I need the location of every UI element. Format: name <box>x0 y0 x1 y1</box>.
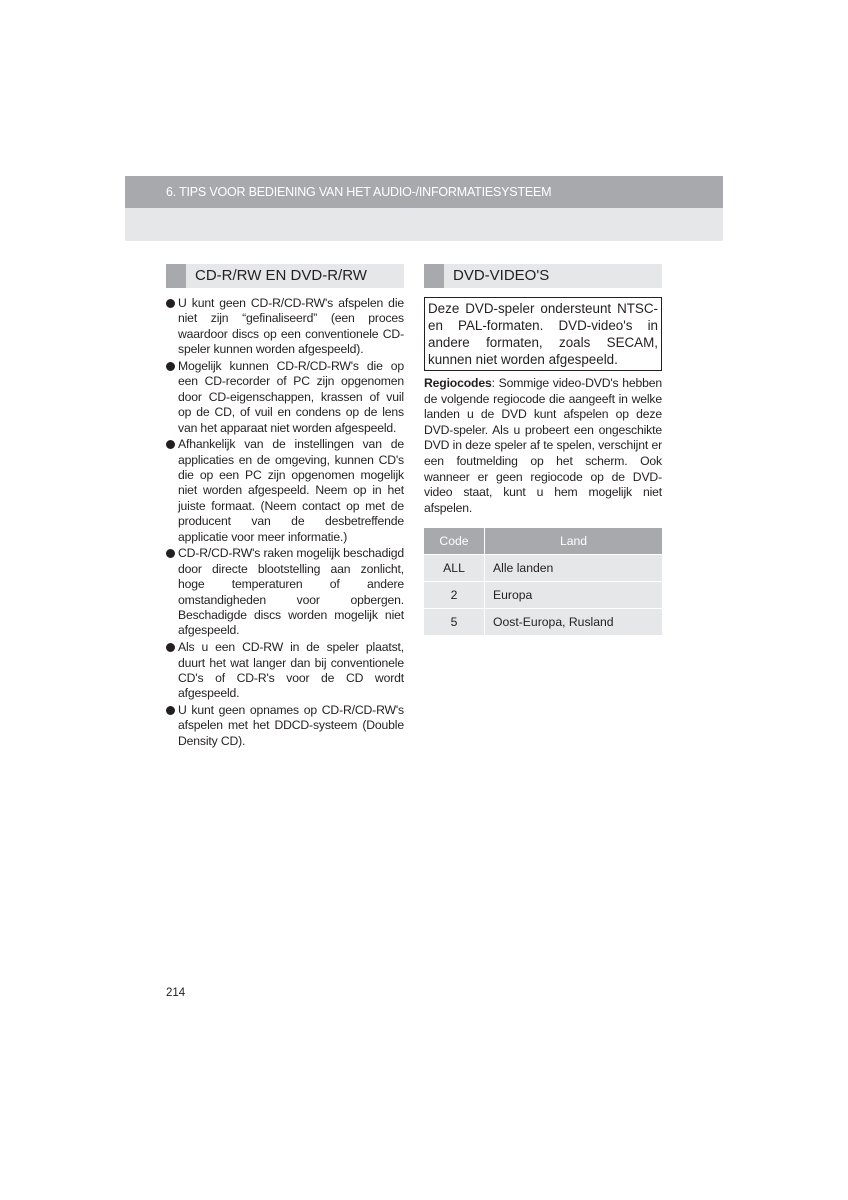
land-cell: Europa <box>485 582 663 609</box>
code-cell: ALL <box>424 555 485 582</box>
chapter-title: 6. TIPS VOOR BEDIENING VAN HET AUDIO-/INFORMATIESYSTEEM <box>166 185 552 199</box>
bullet-item: U kunt geen CD-R/CD-RW's afspelen die niet zijn “gefinaliseerd” (een proces waardoor discs op een conventionele CD-speler kunnen worden afgespeeld). <box>166 296 404 358</box>
table-header-row <box>424 528 662 555</box>
bullet-list <box>166 296 404 751</box>
land-cell: Oost-Europa, Rusland <box>485 609 663 636</box>
bullet-icon <box>166 706 175 715</box>
region-label: Regiocodes <box>424 376 492 390</box>
bullet-icon <box>166 299 175 308</box>
region-code-table <box>424 528 662 635</box>
page-number: 214 <box>166 987 186 999</box>
bullet-icon <box>166 362 175 371</box>
table-row <box>424 609 662 636</box>
header-subband <box>125 208 723 241</box>
chapter-header <box>125 176 723 208</box>
region-paragraph <box>424 376 662 516</box>
section-heading-cdr <box>166 264 404 288</box>
section-title: CD-R/RW EN DVD-R/RW <box>195 267 367 284</box>
section-title: DVD-VIDEO'S <box>453 267 550 284</box>
section-heading-dvd <box>424 264 662 288</box>
column-header-land: Land <box>485 528 663 555</box>
bullet-item: Als u een CD-RW in de speler plaatst, duurt het wat langer dan bij conventionele CD's of CD-R's voor de CD wordt afgespeeld. <box>166 640 404 702</box>
notice-box: Deze DVD-speler ondersteunt NTSC- en PAL-formaten. DVD-video's in andere formaten, zoals SECAM, kunnen niet worden afgespeeld. <box>424 297 662 371</box>
bullet-item: Mogelijk kunnen CD-R/CD-RW's die op een CD-recorder of PC zijn opgenomen door CD-eigenschappen, krassen of vuil op de CD, of vuil en condens op de lens van het apparaat niet worden afgespeeld. <box>166 359 404 436</box>
bullet-icon <box>166 643 175 652</box>
code-cell: 2 <box>424 582 485 609</box>
region-text: : Sommige video-DVD's hebben de volgende regiocode die aangeeft in welke landen u de DVD kunt afspelen op deze DVD-speler. Als u probeert een ongeschikte DVD in deze speler af te spelen, verschijnt er een foutmelding op het scherm. Ook wanneer er geen regiocode op de DVD-video staat, kunt u hem mogelijk niet afspelen. <box>424 376 662 515</box>
table-row <box>424 582 662 609</box>
bullet-item: CD-R/CD-RW's raken mogelijk beschadigd door directe blootstelling aan zonlicht, hoge temperaturen of andere omstandigheden voor opbergen. Beschadigde discs worden mogelijk niet afgespeeld. <box>166 546 404 638</box>
section-marker <box>424 264 444 288</box>
column-header-code: Code <box>424 528 485 555</box>
bullet-item: Afhankelijk van de instellingen van de applicaties en de omgeving, kunnen CD's die op een PC zijn opgenomen mogelijk niet worden afgespeeld. Neem op in het juiste formaat. (Neem contact op met de producent van de desbetreffende applicatie voor meer informatie.) <box>166 437 404 545</box>
bullet-item: U kunt geen opnames op CD-R/CD-RW's afspelen met het DDCD-systeem (Double Density CD). <box>166 703 404 749</box>
land-cell: Alle landen <box>485 555 663 582</box>
section-marker <box>166 264 186 288</box>
code-cell: 5 <box>424 609 485 636</box>
table-row <box>424 555 662 582</box>
bullet-icon <box>166 440 175 449</box>
bullet-icon <box>166 549 175 558</box>
